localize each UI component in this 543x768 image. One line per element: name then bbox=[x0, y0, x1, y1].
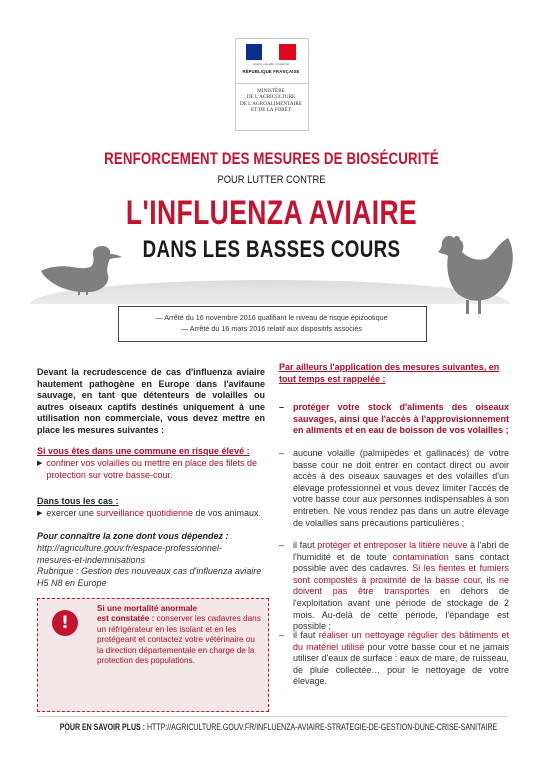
footer bbox=[59, 722, 498, 732]
republic-motto: Liberté • Égalité • Fraternité bbox=[252, 62, 290, 66]
warning-icon: ! bbox=[52, 610, 78, 636]
measure-item: – aucune volaille (palmipèdes et gallinacés) de votre basse cour ne doit entrer en contact direct ou avoir accès à des oiseaux sauvages et des volailles d'un élevage professionnel et vous devez limiter l'accès de votre basse cour aux personnes indispensables à son entretien. Ne vous rendez pas dans un autre élevage de volailles sans précautions particulières ; bbox=[279, 448, 509, 528]
risk-item-text: confiner vos volailles ou mettre en place des filets de protection sur votre basse-cour. bbox=[46, 458, 258, 480]
title-main: L'INFLUENZA AVIAIRE bbox=[125, 194, 418, 232]
french-flag-icon bbox=[246, 44, 296, 60]
right-heading: Par ailleurs l'application des mesures suivantes, en tout temps est rappelée : bbox=[279, 362, 500, 384]
all-cases-item bbox=[37, 508, 277, 520]
zone-heading: Pour connaître la zone dont vous dépendez : bbox=[37, 531, 229, 541]
footer-divider bbox=[37, 716, 507, 717]
all-cases-item-text: exercer une surveillance quotidienne de vos animaux. bbox=[46, 508, 262, 518]
ministry-name: MINISTÈRE DE L'AGRICULTURE DE L'AGROALIMENTAIRE ET DE LA FORÊT bbox=[239, 88, 303, 114]
hen-icon bbox=[428, 228, 518, 318]
duck-icon bbox=[38, 245, 128, 295]
measure-item: – il faut protéger et entreposer la litière neuve à l'abri de l'humidité et de toute contamination sans contact possible avec des cadavres. Si les fientes et fumiers sont compostés à proximité de la basse cour, ils ne doivent pas être transportés en dehors de l'exploitation avant une période de stockage de 2 mois. Au-delà de cette période, l'épandage est possible ; bbox=[279, 540, 510, 632]
zone-info bbox=[37, 543, 267, 589]
bullet-arrow-icon: ▶ bbox=[37, 510, 43, 517]
zone-link[interactable]: http://agriculture.gouv.fr/espace-professionnel- bbox=[37, 543, 222, 553]
bullet-arrow-icon: ▶ bbox=[37, 460, 43, 467]
footer-label: POUR EN SAVOIR PLUS : bbox=[59, 722, 146, 732]
title-line-2: POUR LUTTER CONTRE bbox=[217, 174, 326, 186]
risk-heading: Si vous êtes dans une commune en risque élevé : bbox=[37, 446, 250, 456]
measure-item: – il faut réaliser un nettoyage régulier des bâtiments et du matériel utilisé pour votre basse cour et ne jamais utiliser d'eaux de surface : eaux de mare, de ruisseau, de pluie collectée… pour le nettoyage de votre élevage. bbox=[279, 630, 509, 687]
zone-link-cont[interactable]: mesures-et-indemnisations bbox=[37, 554, 146, 565]
decree-line-2: — Arrêté du 16 mars 2016 relatif aux dispositifs associés bbox=[181, 324, 362, 333]
title-line-4: DANS LES BASSES COURS bbox=[142, 236, 401, 263]
alert-text: Si une mortalité anormale est constatée : conserver les cadavres dans un réfrigérateur en les isolant et en les protégeant et contactez votre vétérinaire ou la direction départementale en charge de la protection des populations. bbox=[97, 604, 261, 666]
footer-link[interactable]: HTTP://AGRICULTURE.GOUV.FR/INFLUENZA-AVIAIRE-STRATEGIE-DE-GESTION-DUNE-CRISE-SANITAIRE bbox=[145, 722, 498, 732]
decree-line-1: — Arrêté du 16 novembre 2016 qualifiant le niveau de risque épizootique bbox=[155, 313, 388, 322]
all-cases-heading: Dans tous les cas : bbox=[37, 496, 119, 506]
risk-item bbox=[37, 458, 267, 481]
republic-label: RÉPUBLIQUE FRANÇAISE bbox=[242, 69, 300, 74]
title-line-1: RENFORCEMENT DES MESURES DE BIOSÉCURITÉ bbox=[104, 149, 439, 168]
intro-paragraph: Devant la recrudescence de cas d'influenza aviaire hautement pathogène en Europe dans l'avifaune sauvage, en tant que détenteurs de volailles ou autres oiseaux captifs destinés uniquement à une utilisation non commerciale, vous devez mettre en place les mesures suivantes : bbox=[37, 367, 265, 435]
zone-rubric: Rubrique : Gestion des nouveaux cas d'influenza aviaire H5 N8 en Europe bbox=[37, 566, 262, 588]
measure-item: – protéger votre stock d'aliments des oiseaux sauvages, ainsi que l'accès à l'approvisionnement en aliments et en eau de boisson de vos volailles ; bbox=[279, 402, 509, 436]
